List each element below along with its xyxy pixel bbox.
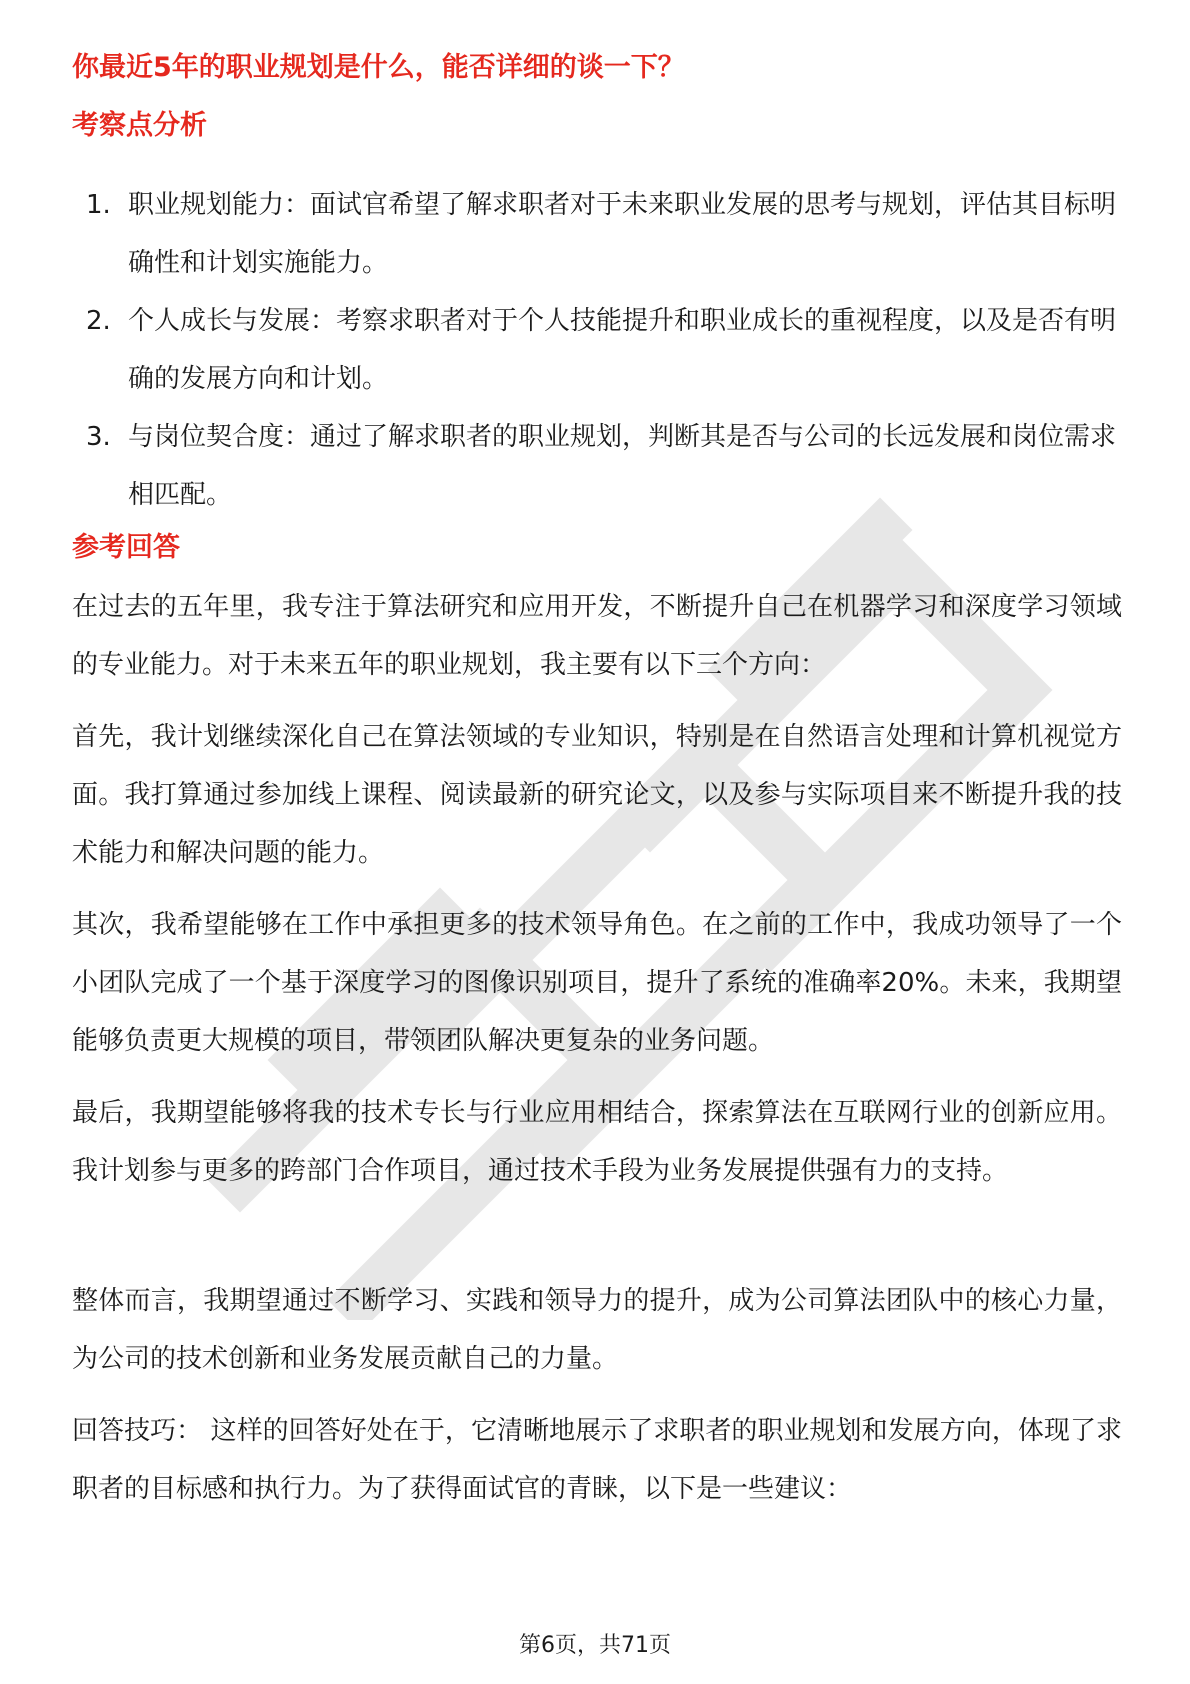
answer-tips-paragraph: 回答技巧： 这样的回答好处在于，它清晰地展示了求职者的职业规划和发展方向，体现了求职者的目标感和执行力。为了获得面试官的青睐，以下是一些建议： [72, 1416, 1122, 1504]
answer-paragraph: 在过去的五年里，我专注于算法研究和应用开发，不断提升自己在机器学习和深度学习领域的专业能力。对于未来五年的职业规划，我主要有以下三个方向： [72, 592, 1122, 680]
answer-paragraph: 首先，我计划继续深化自己在算法领域的专业知识，特别是在自然语言处理和计算机视觉方面。我打算通过参加线上课程、阅读最新的研究论文，以及参与实际项目来不断提升我的技术能力和解决问题的能力。 [72, 722, 1122, 868]
list-item [72, 408, 1122, 524]
list-item-text: 职业规划能力：面试官希望了解求职者对于未来职业发展的思考与规划，评估其目标明确性和计划实施能力。 [128, 190, 1117, 278]
list-item-text: 与岗位契合度：通过了解求职者的职业规划，判断其是否与公司的长远发展和岗位需求相匹配。 [128, 422, 1117, 510]
analysis-heading: 考察点分析 [72, 110, 207, 141]
list-item-number: 2. [86, 306, 111, 336]
list-item-text: 个人成长与发展：考察求职者对于个人技能提升和职业成长的重视程度，以及是否有明确的发展方向和计划。 [128, 306, 1117, 394]
page-number: 第6页，共71页 [519, 1633, 671, 1658]
answer-paragraph: 最后，我期望能够将我的技术专长与行业应用相结合，探索算法在互联网行业的创新应用。我计划参与更多的跨部门合作项目，通过技术手段为业务发展提供强有力的支持。 [72, 1098, 1122, 1186]
analysis-list [72, 176, 1122, 524]
list-item [72, 292, 1122, 408]
list-item-number: 3. [86, 422, 111, 452]
answer-paragraph: 整体而言，我期望通过不断学习、实践和领导力的提升，成为公司算法团队中的核心力量，为公司的技术创新和业务发展贡献自己的力量。 [72, 1286, 1122, 1374]
answer-heading: 参考回答 [72, 532, 180, 563]
list-item-number: 1. [86, 190, 111, 220]
question-title: 你最近5年的职业规划是什么，能否详细的谈一下？ [72, 52, 685, 83]
list-item [72, 176, 1122, 292]
answer-paragraph: 其次，我希望能够在工作中承担更多的技术领导角色。在之前的工作中，我成功领导了一个小团队完成了一个基于深度学习的图像识别项目，提升了系统的准确率20%。未来，我期望能够负责更大规模的项目，带领团队解决更复杂的业务问题。 [72, 910, 1122, 1056]
